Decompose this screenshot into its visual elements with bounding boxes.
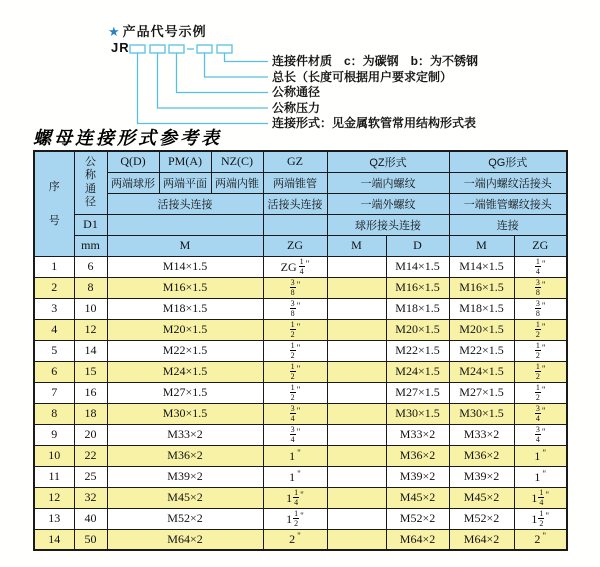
label-form: 连接形式：见金属软管常用结构形式表 [272, 116, 477, 131]
star-icon: ★ [108, 24, 121, 39]
cell-thread-m: M64×2 [107, 529, 263, 550]
cell-qg-zg: 1 " [514, 445, 567, 466]
cell-dn-mm: 14 [74, 340, 107, 361]
cell-qg-m: M45×2 [449, 487, 514, 508]
cell-dn-mm: 25 [74, 466, 107, 487]
cell-gz: $\frac{1}{2}$ " [263, 382, 327, 403]
cell-qg-zg: $\frac{1}{4}$ " [514, 256, 567, 277]
cell-qz-d: M27×1.5 [386, 382, 449, 403]
header-desc-qd: 两端球形 [107, 172, 159, 193]
cell-qg-zg: $\frac{1}{2}$ " [514, 340, 567, 361]
cell-qg-m: M14×1.5 [449, 256, 514, 277]
cell-qg-m: M36×2 [449, 445, 514, 466]
diagram-labels [272, 54, 478, 132]
cell-seq-no: 12 [34, 487, 74, 508]
label-pressure: 公称压力 [272, 100, 321, 115]
cell-qz-m [327, 403, 386, 424]
cell-qz-m [327, 466, 386, 487]
cell-dn-mm: 10 [74, 298, 107, 319]
cell-qg-zg: 2 " [514, 529, 567, 550]
cell-seq-no: 11 [34, 466, 74, 487]
cell-seq-no: 9 [34, 424, 74, 445]
cell-qz-m [327, 508, 386, 529]
cell-gz: 1 $\frac{1}{4}$ " [263, 487, 327, 508]
table-row [34, 340, 567, 361]
cell-qg-m: M24×1.5 [449, 361, 514, 382]
cell-qz-m [327, 424, 386, 445]
cell-thread-m: M52×2 [107, 508, 263, 529]
cell-seq-no: 1 [34, 256, 74, 277]
header-taper-joint-qg: 一端锥管螺纹接头 [449, 193, 567, 214]
cell-qg-zg: $\frac{3}{8}$ " [514, 298, 567, 319]
header-group-qd: Q(D) [107, 151, 159, 172]
cell-qg-zg: $\frac{3}{8}$ " [514, 277, 567, 298]
table-row [34, 466, 567, 487]
table-title: 螺母连接形式参考表 [33, 128, 222, 148]
header-desc-nzc: 两端内锥 [211, 172, 263, 193]
table-row [34, 382, 567, 403]
cell-dn-mm: 20 [74, 424, 107, 445]
header-desc-qz: 一端内螺纹 [327, 172, 449, 193]
cell-thread-m: M30×1.5 [107, 403, 263, 424]
cell-qz-m [327, 445, 386, 466]
header-unit-qz-d: D [386, 235, 449, 256]
cell-gz: $\frac{1}{2}$ " [263, 319, 327, 340]
cell-qz-m [327, 277, 386, 298]
header-connect-qg: 连接 [449, 214, 567, 235]
cell-gz: $\frac{3}{8}$ " [263, 298, 327, 319]
cell-thread-m: M36×2 [107, 445, 263, 466]
cell-gz: 2 " [263, 529, 327, 550]
label-diameter: 公称通径 [272, 85, 321, 100]
code-box-1 [130, 45, 145, 53]
table-row [34, 256, 567, 277]
header-group-gz: GZ [263, 151, 327, 172]
cell-dn-mm: 6 [74, 256, 107, 277]
code-box-2 [150, 45, 165, 53]
header-unit-qz-m: M [327, 235, 386, 256]
label-length: 总长（长度可根据用户要求定制） [272, 69, 453, 84]
header-desc-qg: 一端内螺纹活接头 [449, 172, 567, 193]
table-row [34, 424, 567, 445]
cell-qz-d: M39×2 [386, 466, 449, 487]
header-d1: D1 [74, 214, 107, 235]
cell-qz-m [327, 256, 386, 277]
cell-qz-d: M30×1.5 [386, 403, 449, 424]
table-row [34, 508, 567, 529]
table-row [34, 277, 567, 298]
cell-seq-no: 3 [34, 298, 74, 319]
cell-thread-m: M24×1.5 [107, 361, 263, 382]
cell-qz-m [327, 361, 386, 382]
cell-qg-zg: $\frac{3}{4}$ " [514, 424, 567, 445]
cell-thread-m: M16×1.5 [107, 277, 263, 298]
leader-line-material [225, 53, 269, 62]
cell-qg-zg: 1 $\frac{1}{4}$ " [514, 487, 567, 508]
header-blank-gz [263, 214, 327, 235]
table-body [34, 256, 567, 550]
cell-qg-m: M52×2 [449, 508, 514, 529]
header-union-joint: 活接头连接 [107, 193, 263, 214]
cell-qg-zg: $\frac{3}{4}$ " [514, 403, 567, 424]
cell-gz: $\frac{3}{8}$ " [263, 277, 327, 298]
header-ext-thread-qz: 一端外螺纹 [327, 193, 449, 214]
cell-dn-mm: 16 [74, 382, 107, 403]
product-code-prefix: JR [111, 40, 130, 55]
cell-qz-d: M36×2 [386, 445, 449, 466]
header-unit-qg-zg: ZG [514, 235, 567, 256]
cell-gz: 1 " [263, 466, 327, 487]
cell-qz-d: M24×1.5 [386, 361, 449, 382]
cell-qg-m: M22×1.5 [449, 340, 514, 361]
cell-seq-no: 6 [34, 361, 74, 382]
cell-qg-zg: $\frac{1}{2}$ " [514, 361, 567, 382]
cell-qg-m: M64×2 [449, 529, 514, 550]
cell-dn-mm: 8 [74, 277, 107, 298]
nut-connection-table [33, 150, 568, 551]
header-ball-joint-qz: 球形接头连接 [327, 214, 449, 235]
cell-gz: 1 " [263, 445, 327, 466]
header-group-qz: QZ形式 [327, 151, 449, 172]
table-row [34, 445, 567, 466]
cell-gz: ZG $\frac{1}{4}$ " [263, 256, 327, 277]
cell-dn-mm: 40 [74, 508, 107, 529]
cell-thread-m: M14×1.5 [107, 256, 263, 277]
table-header [34, 151, 567, 256]
cell-dn-mm: 12 [74, 319, 107, 340]
cell-qz-m [327, 529, 386, 550]
header-unit-zg: ZG [263, 235, 327, 256]
header-desc-pma: 两端平面 [159, 172, 211, 193]
cell-dn-mm: 22 [74, 445, 107, 466]
cell-seq-no: 5 [34, 340, 74, 361]
table-row [34, 319, 567, 340]
cell-thread-m: M39×2 [107, 466, 263, 487]
cell-qz-d: M22×1.5 [386, 340, 449, 361]
header-desc-gz: 两端锥管 [263, 172, 327, 193]
code-box-3 [169, 45, 184, 53]
cell-dn-mm: 50 [74, 529, 107, 550]
cell-seq-no: 13 [34, 508, 74, 529]
cell-gz: $\frac{3}{4}$ " [263, 403, 327, 424]
cell-qz-m [327, 319, 386, 340]
cell-qg-zg: $\frac{1}{2}$ " [514, 382, 567, 403]
cell-gz: $\frac{1}{2}$ " [263, 361, 327, 382]
cell-thread-m: M20×1.5 [107, 319, 263, 340]
cell-qz-m [327, 382, 386, 403]
header-group-nzc: NZ(C) [211, 151, 263, 172]
cell-qz-d: M14×1.5 [386, 256, 449, 277]
cell-qz-d: M33×2 [386, 424, 449, 445]
cell-thread-m: M27×1.5 [107, 382, 263, 403]
cell-qg-zg: 1 " [514, 466, 567, 487]
cell-gz: 1 $\frac{1}{2}$ " [263, 508, 327, 529]
table-row [34, 361, 567, 382]
header-union-joint-gz: 活接头连接 [263, 193, 327, 214]
header-unit-m: M [107, 235, 263, 256]
cell-dn-mm: 18 [74, 403, 107, 424]
header-blank-m [107, 214, 263, 235]
cell-qz-m [327, 298, 386, 319]
cell-thread-m: M33×2 [107, 424, 263, 445]
cell-qg-zg: $\frac{1}{2}$ " [514, 319, 567, 340]
cell-thread-m: M18×1.5 [107, 298, 263, 319]
cell-qg-m: M30×1.5 [449, 403, 514, 424]
header-seq-no: 序 号 [34, 151, 74, 256]
cell-qg-m: M33×2 [449, 424, 514, 445]
cell-qz-d: M20×1.5 [386, 319, 449, 340]
header-group-pma: PM(A) [159, 151, 211, 172]
cell-qz-m [327, 340, 386, 361]
cell-thread-m: M45×2 [107, 487, 263, 508]
cell-seq-no: 2 [34, 277, 74, 298]
cell-qz-d: M18×1.5 [386, 298, 449, 319]
cell-qz-d: M52×2 [386, 508, 449, 529]
cell-qz-d: M64×2 [386, 529, 449, 550]
table-row [34, 298, 567, 319]
cell-qg-m: M20×1.5 [449, 319, 514, 340]
table-row [34, 529, 567, 550]
cell-qz-d: M45×2 [386, 487, 449, 508]
cell-qg-m: M39×2 [449, 466, 514, 487]
cell-gz: $\frac{3}{4}$ " [263, 424, 327, 445]
table-row [34, 487, 567, 508]
leader-line-length [205, 53, 269, 77]
cell-dn-mm: 32 [74, 487, 107, 508]
cell-seq-no: 8 [34, 403, 74, 424]
cell-qg-m: M27×1.5 [449, 382, 514, 403]
cell-dn-mm: 15 [74, 361, 107, 382]
cell-qg-m: M16×1.5 [449, 277, 514, 298]
code-box-4 [197, 45, 212, 53]
header-mm: mm [74, 235, 107, 256]
cell-seq-no: 10 [34, 445, 74, 466]
header-unit-qg-m: M [449, 235, 514, 256]
cell-qz-m [327, 487, 386, 508]
cell-seq-no: 14 [34, 529, 74, 550]
header-group-qg: QG形式 [449, 151, 567, 172]
cell-seq-no: 4 [34, 319, 74, 340]
table-row [34, 403, 567, 424]
cell-qz-d: M16×1.5 [386, 277, 449, 298]
cell-thread-m: M22×1.5 [107, 340, 263, 361]
leader-line-diameter [177, 53, 269, 93]
cell-qg-zg: 1 $\frac{1}{2}$ " [514, 508, 567, 529]
label-material: 连接件材质 c：为碳钢 b：为不锈钢 [272, 54, 479, 68]
cell-qg-m: M18×1.5 [449, 298, 514, 319]
cell-gz: $\frac{1}{2}$ " [263, 340, 327, 361]
product-code-heading [108, 21, 207, 40]
header-nominal-diameter: 公 称 通 径 [74, 151, 107, 214]
product-code-heading-text: 产品代号示例 [122, 24, 207, 39]
code-box-5 [217, 45, 232, 53]
cell-seq-no: 7 [34, 382, 74, 403]
